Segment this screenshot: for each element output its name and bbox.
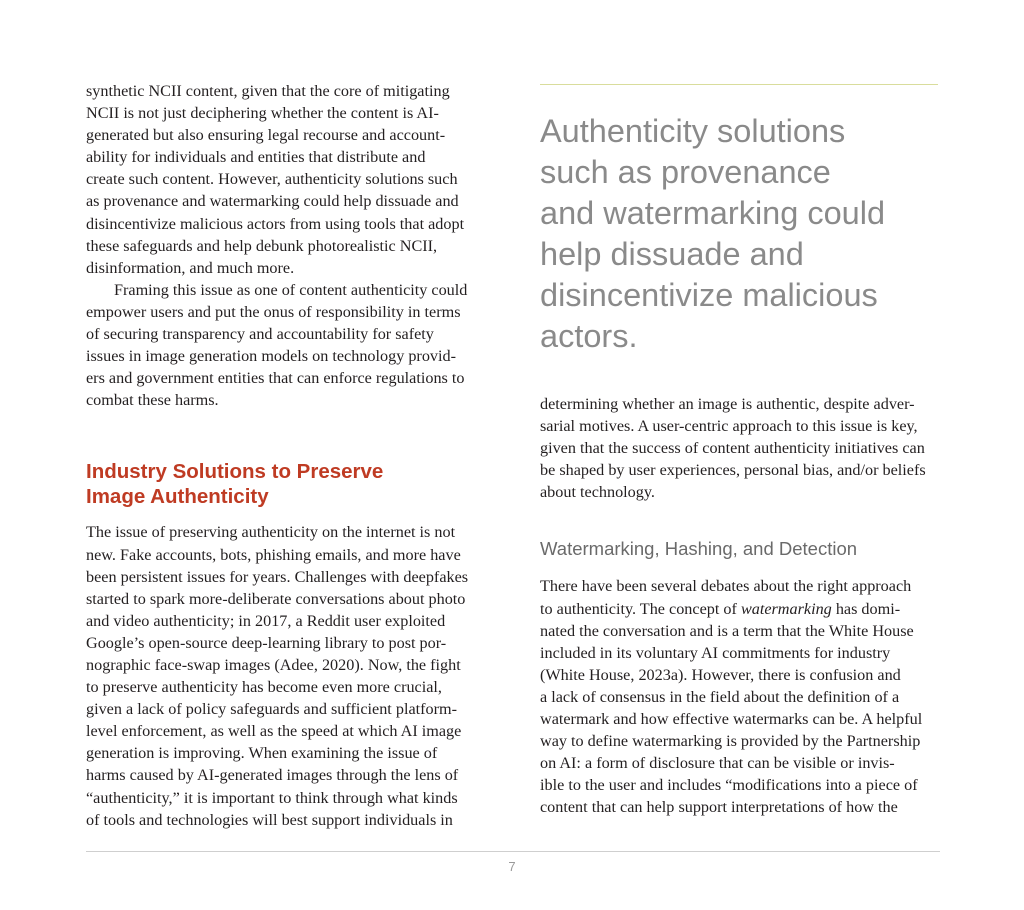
pull-quote: Authenticity solutions such as provenance and watermarking could help dissuade and disincentivize malicious actors. [540,113,886,354]
watermarking-term: watermarking [740,599,832,618]
page-number: 7 [508,859,516,874]
watermarking-text-start: There have been several debates about the right approach to authenticity. The concept of [540,577,912,618]
footer-rule [86,851,940,852]
body-paragraph-framing: Framing this issue as one of content authenticity could empower users and put the onus of responsibility in terms of securing transparency and accountability for safety issues in image generation models on technology provid- ers and government entities that can enforce regulations to combat these harms. [86,280,468,410]
body-paragraph-watermarking [540,575,940,818]
section-heading: Industry Solutions to Preserve Image Authenticity [86,460,384,509]
body-paragraph-continued: synthetic NCII content, given that the core of mitigating NCII is not just deciphering whether the content is AI- generated but also ensuring legal recourse and account- ability for individuals and entities that distribute and create such content. However, authenticity solutions such as provenance and watermarking could help dissuade and disincentivize malicious actors from using tools that adopt these safeguards and help debunk photorealistic NCII, disinformation, and much more. [86,82,465,277]
sub-heading: Watermarking, Hashing, and Detection [540,538,858,560]
watermarking-text-rest: has domi- nated the conversation and is a term that the White House included in its voluntary AI commitments for industry (White House, 2023a). However, there is confusion and a lack of consensus in the field about the definition of a watermark and how effective watermarks can be. A helpful way to define watermarking is provided by the Partnership on AI: a form of disclosure that can be visible or invis- ible to the user and includes “modifications into a piece of content that can help support interpretations of how the [540,599,923,817]
pull-quote-rule [540,84,938,85]
left-column [86,80,482,831]
body-paragraph-industry: The issue of preserving authenticity on the internet is not new. Fake accounts, bots, phishing emails, and more have been persistent issues for years. Challenges with deepfakes started to spark more-deliberate conversations about photo and video authenticity; in 2017, a Reddit user exploited Google’s open-source deep-learning library to post por- nographic face-swap images (Adee, 2020). Now, the fight to preserve authenticity has become even more crucial, given a lack of policy safeguards and sufficient platform- level enforcement, as well as the speed at which AI image generation is improving. When examining the issue of harms caused by AI-generated images through the lens of “authenticity,” it is important to think through what kinds of tools and technologies will best support individuals in [86,523,469,829]
right-column [540,84,940,819]
body-paragraph-determining: determining whether an image is authentic, despite adver- sarial motives. A user-centric approach to this issue is key, given that the success of content authenticity initiatives can be shaped by user experiences, personal bias, and/or beliefs about technology. [540,395,926,502]
